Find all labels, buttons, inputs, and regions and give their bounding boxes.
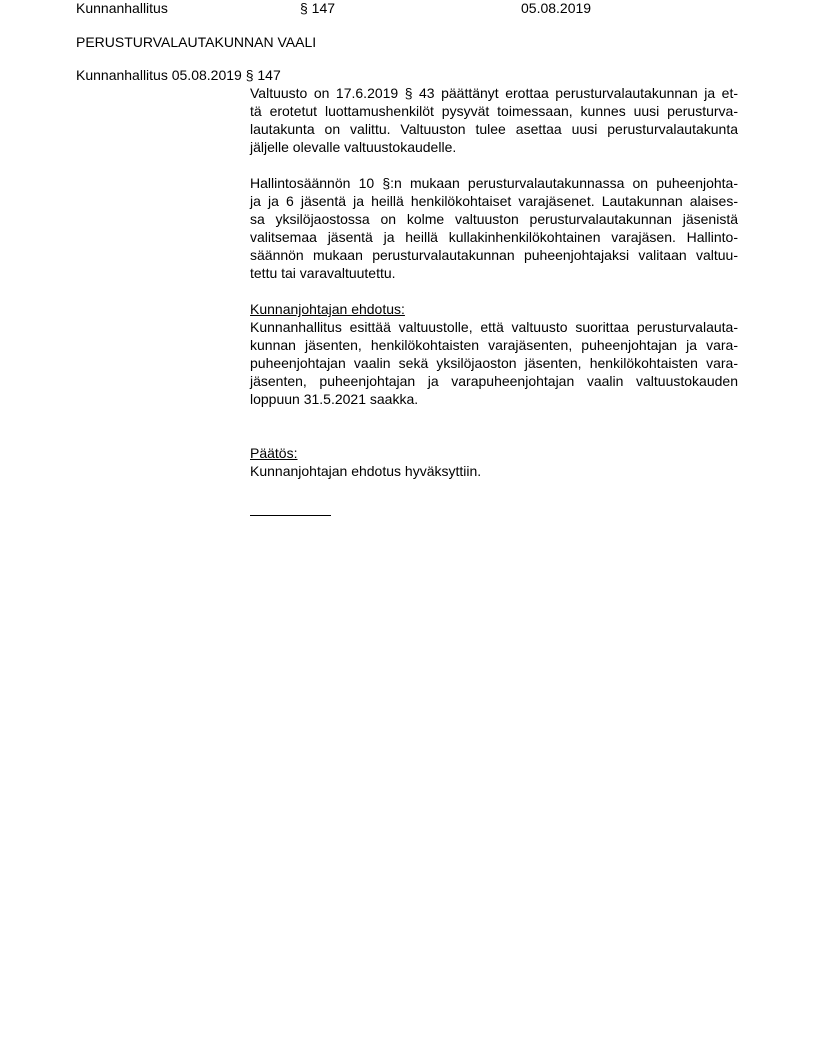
paragraph-1-line: jäljelle olevalle valtuustokaudelle.	[250, 139, 457, 155]
paragraph-1-line: tä erotetut luottamushenkilöt pysyvät toimessaan, kunnes uusi perusturva-	[250, 103, 738, 119]
paragraph-2-line: tettu tai varavaltuutettu.	[250, 265, 396, 281]
paragraph-2-line: säännön mukaan perusturvalautakunnan puheenjohtajaksi valitaan valtuu-	[250, 247, 738, 263]
document-title: PERUSTURVALAUTAKUNNAN VAALI	[76, 34, 317, 50]
paragraph-2-line: valitsemaa jäsentä ja heillä kullakinhenkilökohtainen varajäsen. Hallinto-	[250, 229, 738, 245]
proposal-line: jäsenten, puheenjohtajan ja varapuheenjohtajan vaalin valtuustokauden	[250, 373, 738, 389]
decision-heading: Päätös:	[250, 445, 298, 461]
body-column	[250, 84, 738, 516]
header-paragraph-number: § 147	[300, 0, 336, 16]
proposal-heading: Kunnanjohtajan ehdotus:	[250, 301, 405, 317]
paragraph-2-line: sa yksilöjaostossa on kolme valtuuston perusturvalautakunnan jäsenistä	[250, 211, 738, 227]
closing-rule	[250, 498, 331, 516]
proposal-line: kunnan jäsenten, henkilökohtaisten varajäsenten, puheenjohtajan ja vara-	[250, 337, 738, 353]
paragraph-1-line: lautakunta on valittu. Valtuuston tulee asettaa uusi perusturvalautakunta	[250, 121, 738, 137]
decision-text: Kunnanjohtajan ehdotus hyväksyttiin.	[250, 463, 482, 479]
proposal-section	[250, 300, 738, 408]
paragraph-2-line: Hallintosäännön 10 §:n mukaan perusturvalautakunnassa on puheenjohta-	[250, 175, 738, 191]
proposal-line: loppuun 31.5.2021 saakka.	[250, 391, 419, 407]
proposal-line: Kunnanhallitus esittää valtuustolle, että valtuusto suorittaa perusturvalauta-	[250, 319, 738, 335]
paragraph-2-line: ja ja 6 jäsentä ja heillä henkilökohtaiset varajäsenet. Lautakunnan alaises-	[250, 193, 738, 209]
meeting-reference: Kunnanhallitus 05.08.2019 § 147	[76, 67, 281, 83]
header-date: 05.08.2019	[521, 0, 592, 16]
decision-section	[250, 444, 738, 480]
paragraph-1	[250, 84, 738, 156]
proposal-line: puheenjohtajan vaalin sekä yksilöjaoston jäsenten, henkilökohtaisten vara-	[250, 355, 738, 371]
paragraph-1-line: Valtuusto on 17.6.2019 § 43 päättänyt erottaa perusturvalautakunnan ja et-	[250, 85, 738, 101]
header-organization: Kunnanhallitus	[76, 0, 168, 16]
paragraph-2	[250, 174, 738, 282]
